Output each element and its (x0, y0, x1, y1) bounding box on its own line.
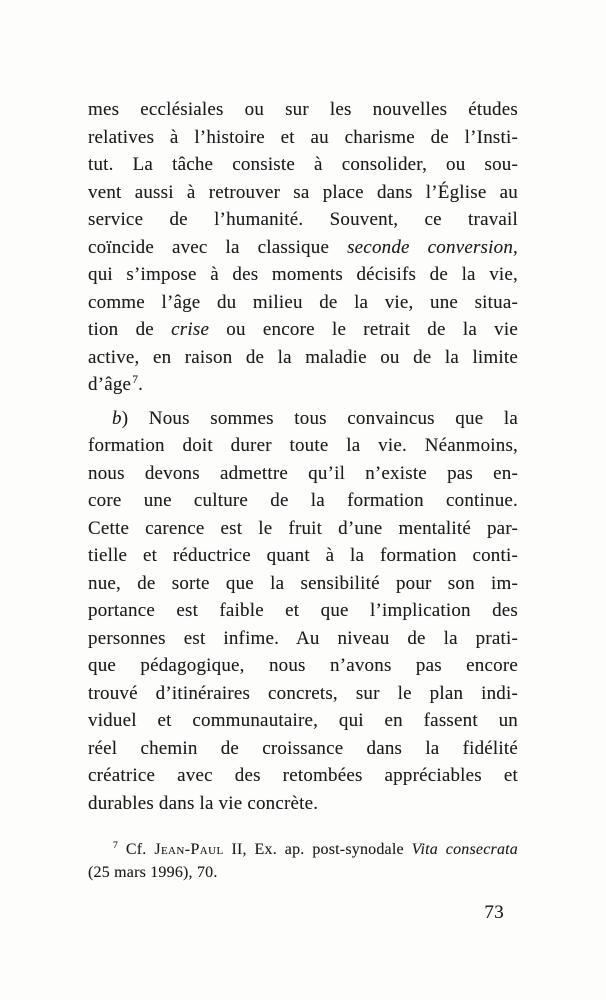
text-segment: nue, de sorte que la sensibilité pour son im- (88, 572, 518, 594)
italic-text: seconde conversion (347, 236, 514, 258)
text-line (88, 289, 518, 317)
text-segment: d’âge (88, 374, 132, 395)
page-number: 73 (484, 902, 504, 923)
text-segment: nous devons admettre qu’il n’existe pas en- (88, 462, 518, 484)
text-segment: mes ecclésiales ou sur les nouvelles études (88, 99, 518, 120)
body-paragraphs (88, 96, 518, 817)
smallcaps-text: Jean-Paul (154, 841, 224, 858)
text-segment: ou encore le retrait de la vie (209, 319, 518, 340)
text-line (88, 344, 518, 372)
paragraph (88, 405, 518, 818)
text-line (88, 460, 518, 488)
text-line (88, 570, 518, 598)
text-line (88, 515, 518, 543)
text-segment: coïncide avec la classique (88, 236, 348, 258)
text-line (88, 151, 518, 179)
text-block (88, 96, 518, 884)
text-line (88, 838, 518, 861)
text-segment: tut. La tâche consiste à consolider, ou sou- (88, 154, 518, 175)
text-line (88, 124, 518, 152)
text-line (88, 405, 518, 433)
text-segment: core une culture de la formation continue. (88, 490, 518, 511)
text-segment: Cette carence est le fruit d’une mentalité par- (88, 517, 518, 539)
italic-text: b (112, 407, 122, 429)
text-segment: portance est faible et que l’implication des (88, 600, 518, 621)
text-line (88, 432, 518, 460)
italic-text: crise (171, 319, 210, 340)
text-segment: active, en raison de la maladie ou de la limite (88, 346, 518, 368)
text-segment: II, Ex. ap. post-synodale (223, 841, 412, 858)
text-line (88, 179, 518, 207)
text-segment: créatrice avec des retombées appréciables et (88, 765, 518, 786)
text-line (88, 542, 518, 570)
footnote-marker: 7 (113, 839, 118, 851)
text-segment: . (138, 374, 144, 395)
text-line (88, 206, 518, 234)
text-segment: (25 mars 1996), 70. (88, 864, 218, 881)
text-line (88, 707, 518, 735)
text-line (88, 234, 518, 262)
text-segment: , (513, 236, 518, 258)
text-line (88, 625, 518, 653)
text-segment: réel chemin de croissance dans la fidélité (88, 737, 518, 759)
text-segment: durables dans la vie concrète. (88, 792, 319, 814)
text-segment: tielle et réductrice quant à la formation conti- (88, 545, 518, 566)
text-line (88, 680, 518, 708)
text-segment: personnes est infime. Au niveau de la prati- (88, 627, 518, 649)
text-line (88, 371, 518, 399)
text-segment: ) Nous sommes tous convaincus que la (121, 407, 518, 429)
text-segment: comme l’âge du milieu de la vie, une situa- (88, 291, 518, 313)
text-line (88, 597, 518, 625)
text-segment: viduel et communautaire, qui en fassent un (88, 710, 518, 731)
italic-text: Vita consecrata (411, 841, 519, 858)
text-segment: Cf. (118, 841, 155, 858)
text-segment: tion de (88, 319, 172, 340)
text-segment: formation doit durer toute la vie. Néanmoins, (88, 435, 518, 456)
text-line (88, 762, 518, 790)
text-segment: trouvé d’itinéraires concrets, sur le plan indi- (88, 682, 518, 704)
text-segment: vent aussi à retrouver sa place dans l’Église au (88, 181, 518, 203)
text-line (88, 652, 518, 680)
text-line (88, 790, 518, 818)
paragraph (88, 96, 518, 399)
text-line (88, 261, 518, 289)
text-segment: que pédagogique, nous n’avons pas encore (88, 655, 518, 676)
text-line (88, 316, 518, 344)
text-line (88, 96, 518, 124)
footnote (88, 838, 518, 884)
text-segment: qui s’impose à des moments décisifs de la vie, (88, 264, 518, 285)
text-line (88, 735, 518, 763)
text-segment: service de l’humanité. Souvent, ce travail (88, 209, 518, 230)
text-line (88, 861, 518, 884)
footnote-marker: 7 (132, 373, 139, 386)
text-line (88, 487, 518, 515)
text-segment: relatives à l’histoire et au charisme de l’Insti- (88, 126, 518, 148)
